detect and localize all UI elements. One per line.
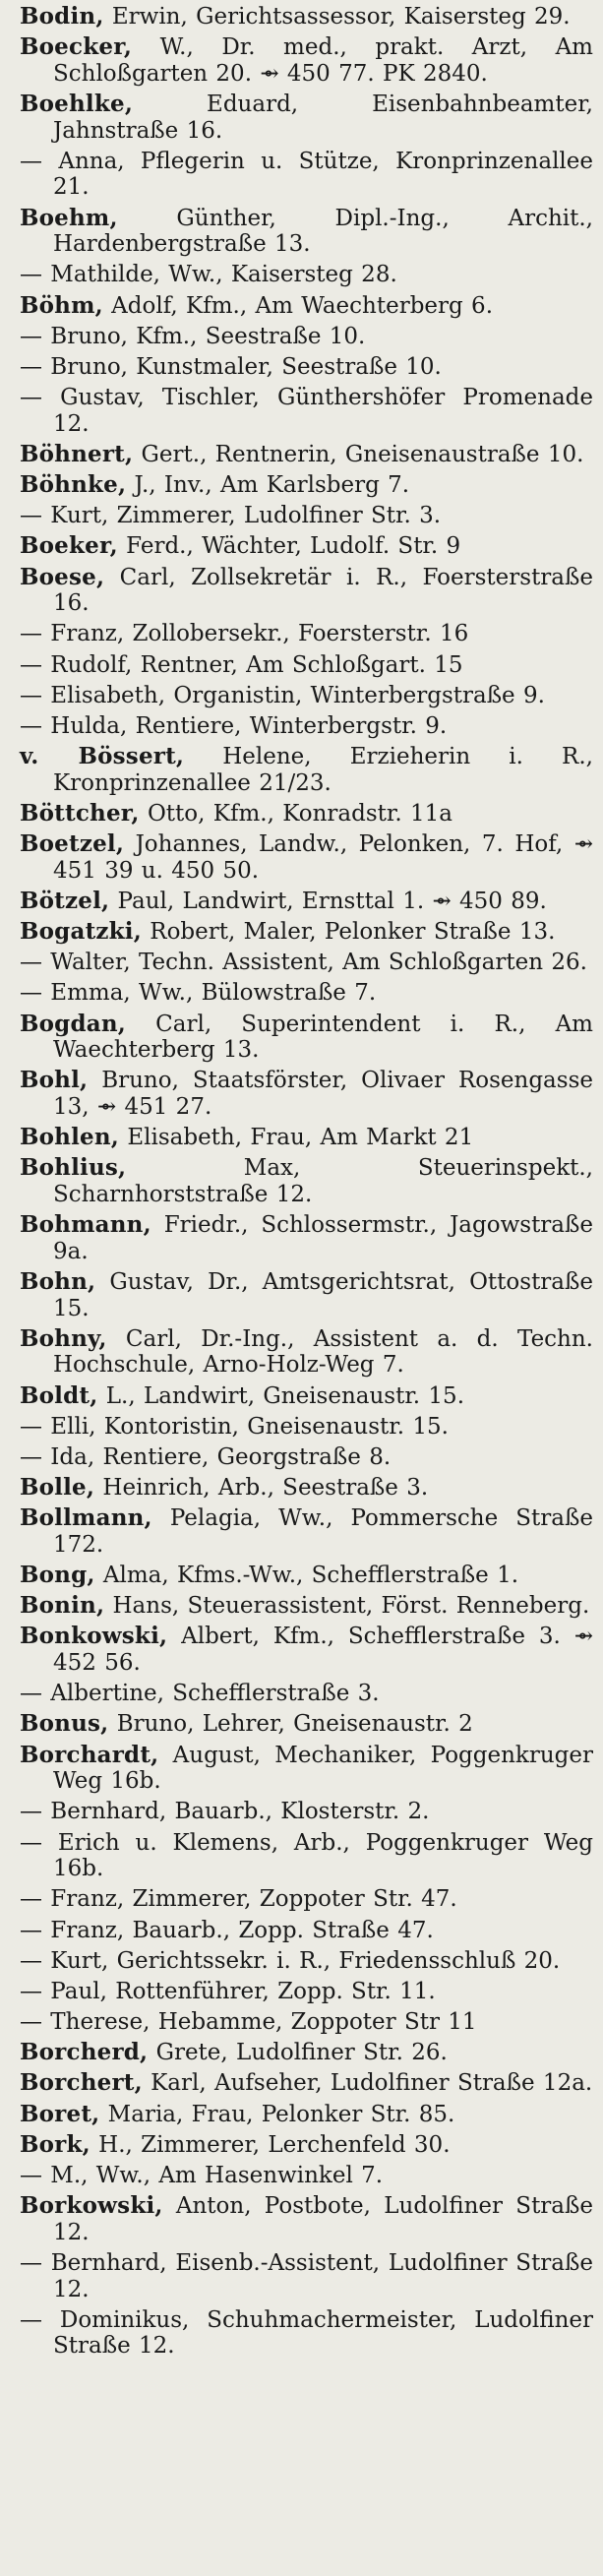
entry-surname: Böhnert, (20, 440, 134, 467)
entry-surname: Bollmann, (20, 1504, 152, 1532)
directory-entry (20, 2132, 593, 2159)
entry-surname: Bolle, (20, 1474, 95, 1502)
entry-details: — Ida, Rentiere, Georgstraße 8. (20, 1443, 392, 1470)
entry-details: L., Landwirt, Gneisenaustr. 15. (97, 1382, 464, 1409)
directory-entry (20, 1269, 593, 1321)
directory-entry (20, 1155, 593, 1207)
directory-entry (20, 1383, 593, 1410)
directory-entry (20, 4, 593, 31)
entry-details: — Gustav, Tischler, Günthershöfer Promenade 12. (20, 385, 593, 437)
entry-details: Otto, Kfm., Konradstr. 11a (139, 800, 452, 827)
directory-entry (20, 744, 593, 796)
entry-details: Bruno, Lehrer, Gneisenaustr. 2 (108, 1711, 473, 1738)
entry-details: — Elli, Kontoristin, Gneisenaustr. 15. (20, 1413, 449, 1440)
entry-details: Carl, Zollsekretär i. R., Foersterstraße 16. (53, 564, 593, 617)
entry-details: Pelagia, Ww., Pommersche Straße 172. (53, 1505, 593, 1558)
entry-surname: Borchardt, (20, 1741, 159, 1768)
entry-details: Adolf, Kfm., Am Waechterberg 6. (102, 292, 494, 319)
entry-surname: Boecker, (20, 33, 133, 61)
directory-entry (20, 385, 593, 437)
entry-details: — Franz, Zollobersekr., Foersterstr. 16 (20, 621, 469, 647)
directory-entry (20, 472, 593, 499)
directory-entry (20, 1624, 593, 1676)
entry-surname: Boldt, (20, 1381, 98, 1409)
directory-entry (20, 683, 593, 709)
entry-surname: Böttcher, (20, 799, 140, 827)
directory-entry (20, 1012, 593, 1064)
directory-entry (20, 442, 593, 468)
directory-entry (20, 1743, 593, 1795)
directory-entry (20, 149, 593, 201)
directory-entry (20, 2102, 593, 2128)
directory-entry (20, 262, 593, 288)
entry-details: Günther, Dipl.-Ing., Archit., Hardenbergstraße 13. (53, 205, 593, 258)
directory-entry (20, 1068, 593, 1120)
entry-surname: Boese, (20, 563, 105, 590)
entry-details: — Rudolf, Rentner, Am Schloßgart. 15 (20, 651, 463, 678)
directory-entry (20, 1125, 593, 1151)
entry-surname: Bohlius, (20, 1154, 127, 1182)
entry-details: Albert, Kfm., Schefflerstraße 3. ⇴ 452 56. (53, 1624, 593, 1676)
directory-entry (20, 503, 593, 529)
entry-details: — Dominikus, Schuhmachermeister, Ludolfiner Straße 12. (20, 2306, 593, 2360)
entry-surname: Bork, (20, 2130, 90, 2158)
directory-entry (20, 889, 593, 915)
directory-entry (20, 293, 593, 320)
entry-details: W., Dr. med., prakt. Arzt, Am Schloßgarten 20. ⇴ 450 77. PK 2840. (53, 34, 593, 87)
entry-details: Paul, Landwirt, Ernsttal 1. ⇴ 450 89. (109, 888, 547, 914)
directory-entry (20, 1886, 593, 1913)
entry-surname: Bohmann, (20, 1211, 151, 1239)
entry-details: Erwin, Gerichtsassessor, Kaisersteg 29. (103, 4, 571, 30)
directory-entry (20, 533, 593, 560)
directory-entry (20, 354, 593, 381)
entry-surname: Bötzel, (20, 887, 110, 914)
entry-details: — Paul, Rottenführer, Zopp. Str. 11. (20, 1978, 436, 2004)
directory-entry (20, 1681, 593, 1707)
entry-details: — Erich u. Klemens, Arb., Poggenkruger Weg 16b. (20, 1829, 593, 1882)
entry-details: — Hulda, Rentiere, Winterbergstr. 9. (20, 712, 448, 739)
directory-entry (20, 1563, 593, 1589)
entry-surname: Bohny, (20, 1324, 107, 1352)
directory-entry (20, 1475, 593, 1502)
entry-details: — Mathilde, Ww., Kaisersteg 28. (20, 262, 397, 288)
entry-surname: Bonkowski, (20, 1623, 168, 1650)
directory-entry (20, 950, 593, 976)
entry-details: Heinrich, Arb., Seestraße 3. (94, 1475, 429, 1502)
entry-surname: Boetzel, (20, 830, 125, 858)
entry-details: — Franz, Zimmerer, Zoppoter Str. 47. (20, 1886, 457, 1913)
directory-entry (20, 1326, 593, 1379)
entry-details: — Bruno, Kfm., Seestraße 10. (20, 323, 366, 349)
directory-entry (20, 2070, 593, 2097)
entry-details: — Therese, Hebamme, Zoppoter Str 11 (20, 2009, 477, 2036)
entry-surname: Boret, (20, 2100, 100, 2127)
entry-details: — Bruno, Kunstmaler, Seestraße 10. (20, 353, 442, 380)
entry-details: — Elisabeth, Organistin, Winterbergstraße 9. (20, 682, 545, 708)
directory-entry (20, 2163, 593, 2189)
directory-entry (20, 2193, 593, 2245)
entry-details: — M., Ww., Am Hasenwinkel 7. (20, 2163, 384, 2188)
entry-details: Alma, Kfms.-Ww., Schefflerstraße 1. (94, 1563, 519, 1589)
entry-details: Ferd., Wächter, Ludolf. Str. 9 (117, 533, 461, 560)
directory-entry (20, 2009, 593, 2036)
directory-entry (20, 980, 593, 1007)
entry-details: J., Inv., Am Karlsberg 7. (126, 472, 410, 499)
entry-surname: Borcherd, (20, 2039, 149, 2066)
directory-entry (20, 2250, 593, 2302)
entry-details: — Walter, Techn. Assistent, Am Schloßgarten 26. (20, 950, 587, 976)
entry-surname: Borchert, (20, 2069, 143, 2097)
entry-surname: Boehlke, (20, 90, 134, 117)
directory-entry (20, 1799, 593, 1825)
entry-surname: Borkowski, (20, 2192, 163, 2220)
entry-details: — Bernhard, Eisenb.-Assistent, Ludolfiner Straße 12. (20, 2249, 593, 2302)
entry-details: Gustav, Dr., Amtsgerichtsrat, Ottostraße 15. (53, 1268, 593, 1321)
directory-entry (20, 652, 593, 679)
entry-details: Karl, Aufseher, Ludolfiner Straße 12a. (142, 2070, 593, 2097)
directory-entry (20, 1830, 593, 1882)
entry-details: Friedr., Schlossermstr., Jagowstraße 9a. (53, 1212, 593, 1264)
entry-details: Gert., Rentnerin, Gneisenaustraße 10. (133, 441, 584, 467)
entry-surname: Bohlen, (20, 1124, 120, 1151)
entry-details: — Emma, Ww., Bülowstraße 7. (20, 980, 377, 1007)
directory-entry (20, 92, 593, 144)
entry-surname: Bohl, (20, 1067, 89, 1094)
entry-surname: Bonus, (20, 1710, 109, 1738)
directory-entry (20, 1711, 593, 1738)
directory-entry (20, 2307, 593, 2360)
entry-details: — Kurt, Zimmerer, Ludolfiner Str. 3. (20, 503, 442, 529)
directory-entry (20, 1593, 593, 1620)
directory-entry (20, 34, 593, 87)
entry-surname: Bonin, (20, 1592, 105, 1620)
entry-surname: Bogatzki, (20, 918, 142, 946)
directory-entry (20, 1948, 593, 1975)
entry-surname: Bogdan, (20, 1010, 126, 1037)
entry-surname: Bong, (20, 1562, 95, 1589)
entry-details: Carl, Dr.-Ing., Assistent a. d. Techn. Hochschule, Arno-Holz-Weg 7. (53, 1325, 593, 1379)
entry-details: — Anna, Pflegerin u. Stütze, Kronprinzenallee 21. (20, 148, 593, 201)
entry-details: H., Zimmerer, Lerchenfeld 30. (90, 2131, 451, 2158)
entry-details: Helene, Erzieherin i. R., Kronprinzenallee 21/23. (53, 744, 593, 796)
directory-entry (20, 1414, 593, 1441)
entry-details: Bruno, Staatsförster, Olivaer Rosengasse 13, ⇴ 451 27. (53, 1068, 593, 1120)
directory-entry (20, 801, 593, 828)
directory-entry (20, 1212, 593, 1264)
entry-details: — Kurt, Gerichtssekr. i. R., Friedensschluß 20. (20, 1947, 561, 1974)
entry-surname: v. Bössert, (20, 743, 185, 770)
directory-entry (20, 2040, 593, 2066)
directory-entry (20, 919, 593, 946)
directory-entry (20, 324, 593, 350)
entry-surname: Bohn, (20, 1267, 96, 1295)
entry-surname: Boehm, (20, 204, 118, 231)
directory-entry (20, 1979, 593, 2005)
directory-entry (20, 621, 593, 647)
entry-details: Carl, Superintendent i. R., Am Waechterberg 13. (53, 1011, 593, 1064)
entry-details: Elisabeth, Frau, Am Markt 21 (119, 1125, 474, 1151)
directory-entry (20, 713, 593, 740)
directory-entry (20, 831, 593, 884)
entry-details: — Franz, Bauarb., Zopp. Straße 47. (20, 1917, 434, 1943)
entry-details: Max, Steuerinspekt., Scharnhorststraße 12. (53, 1155, 593, 1207)
directory-entry (20, 1918, 593, 1944)
entry-surname: Boeker, (20, 532, 118, 560)
entry-details: Maria, Frau, Pelonker Str. 85. (99, 2101, 455, 2127)
entry-details: Hans, Steuerassistent, Först. Renneberg. (104, 1593, 590, 1620)
entry-surname: Bodin, (20, 3, 104, 30)
entry-details: Johannes, Landw., Pelonken, 7. Hof, ⇴ 451 39 u. 450 50. (53, 831, 593, 884)
directory-entry (20, 206, 593, 258)
entry-details: — Albertine, Schefflerstraße 3. (20, 1681, 380, 1707)
entry-details: Grete, Ludolfiner Str. 26. (148, 2040, 448, 2066)
entry-details: — Bernhard, Bauarb., Klosterstr. 2. (20, 1799, 430, 1825)
directory-entry (20, 1505, 593, 1558)
entry-surname: Böhm, (20, 291, 103, 319)
entry-details: August, Mechaniker, Poggenkruger Weg 16b. (53, 1742, 593, 1795)
entry-details: Robert, Maler, Pelonker Straße 13. (141, 919, 556, 946)
entry-details: Eduard, Eisenbahnbeamter, Jahnstraße 16. (53, 91, 593, 144)
directory-entry (20, 565, 593, 617)
entry-surname: Böhnke, (20, 471, 127, 499)
directory-entry (20, 1444, 593, 1471)
entry-details: Anton, Postbote, Ludolfiner Straße 12. (53, 2193, 593, 2245)
